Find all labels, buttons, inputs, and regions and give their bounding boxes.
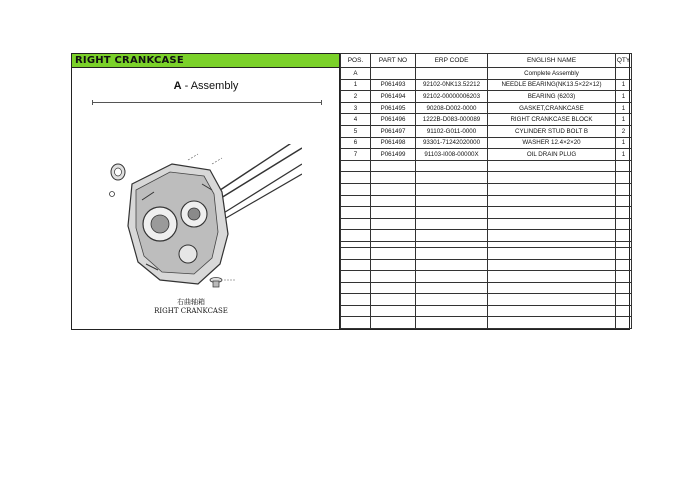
cell-english-name: GASKET,CRANKCASE bbox=[488, 102, 616, 114]
cell-erp-code bbox=[416, 68, 488, 80]
assembly-letter: A bbox=[173, 80, 182, 92]
cell-pos: 3 bbox=[341, 102, 371, 114]
cell-pos: 5 bbox=[341, 125, 371, 137]
assembly-label: - Assembly bbox=[184, 80, 239, 92]
header-english-name: ENGLISH NAME bbox=[488, 54, 616, 68]
crankcase-drawing bbox=[102, 144, 302, 294]
empty-row bbox=[341, 317, 632, 329]
parts-table bbox=[340, 53, 632, 329]
empty-row bbox=[341, 247, 632, 259]
cell-pos: 1 bbox=[341, 79, 371, 91]
cell-pos: 4 bbox=[341, 114, 371, 126]
table-row bbox=[341, 102, 632, 114]
empty-row bbox=[341, 207, 632, 219]
drawing-caption bbox=[72, 298, 310, 316]
cell-english-name: CYLINDER STUD BOLT B bbox=[488, 125, 616, 137]
empty-row bbox=[341, 305, 632, 317]
cell-part-no: P061497 bbox=[371, 125, 416, 137]
cell-part-no: P061496 bbox=[371, 114, 416, 126]
empty-row bbox=[341, 259, 632, 271]
sheet-title: RIGHT CRANKCASE bbox=[72, 54, 340, 68]
cell-part-no: P061494 bbox=[371, 91, 416, 103]
empty-row bbox=[341, 271, 632, 283]
cell-english-name: NEEDLE BEARING(NK13.5×22×12) bbox=[488, 79, 616, 91]
cell-pos: 6 bbox=[341, 137, 371, 149]
cell-pos: A bbox=[341, 68, 371, 80]
table-row bbox=[341, 68, 632, 80]
cell-qty: 1 bbox=[616, 137, 632, 149]
cell-erp-code: 93301-71242020000 bbox=[416, 137, 488, 149]
cell-erp-code: 91103-I008-00000X bbox=[416, 149, 488, 161]
assembly-panel bbox=[72, 68, 340, 330]
caption-english: RIGHT CRANKCASE bbox=[154, 307, 228, 315]
header-part-no: PART NO bbox=[371, 54, 416, 68]
table-row bbox=[341, 114, 632, 126]
empty-row bbox=[341, 218, 632, 230]
dimension-rule bbox=[92, 102, 322, 103]
cell-erp-code: 1222B-D083-000089 bbox=[416, 114, 488, 126]
empty-row bbox=[341, 294, 632, 306]
cell-qty: 1 bbox=[616, 102, 632, 114]
empty-row bbox=[341, 195, 632, 207]
cell-english-name: Complete Assembly bbox=[488, 68, 616, 80]
table-row bbox=[341, 79, 632, 91]
cell-qty: 2 bbox=[616, 125, 632, 137]
empty-row bbox=[341, 230, 632, 242]
cell-part-no bbox=[371, 68, 416, 80]
cell-erp-code: 92102-00000006203 bbox=[416, 91, 488, 103]
cell-pos: 7 bbox=[341, 149, 371, 161]
table-row bbox=[341, 149, 632, 161]
cell-qty: 1 bbox=[616, 91, 632, 103]
cell-qty: 1 bbox=[616, 114, 632, 126]
parts-sheet bbox=[71, 53, 630, 330]
cell-part-no: P061493 bbox=[371, 79, 416, 91]
cell-part-no: P061495 bbox=[371, 102, 416, 114]
cell-erp-code: 92102-0NK13.52212 bbox=[416, 79, 488, 91]
cell-english-name: WASHER 12.4×2×20 bbox=[488, 137, 616, 149]
cell-erp-code: 90208-D002-0000 bbox=[416, 102, 488, 114]
cell-qty: 1 bbox=[616, 79, 632, 91]
empty-row bbox=[341, 172, 632, 184]
empty-row bbox=[341, 282, 632, 294]
table-row bbox=[341, 91, 632, 103]
header-pos: POS. bbox=[341, 54, 371, 68]
empty-row bbox=[341, 160, 632, 172]
cell-qty bbox=[616, 68, 632, 80]
table-row bbox=[341, 125, 632, 137]
header-erp-code: ERP CODE bbox=[416, 54, 488, 68]
cell-english-name: BEARING (6203) bbox=[488, 91, 616, 103]
table-header bbox=[341, 54, 632, 68]
table-row bbox=[341, 137, 632, 149]
cell-erp-code: 91102-G011-0000 bbox=[416, 125, 488, 137]
cell-english-name: OIL DRAIN PLUG bbox=[488, 149, 616, 161]
header-qty: QTY bbox=[616, 54, 632, 68]
cell-qty: 1 bbox=[616, 149, 632, 161]
cell-english-name: RIGHT CRANKCASE BLOCK bbox=[488, 114, 616, 126]
cell-part-no: P061498 bbox=[371, 137, 416, 149]
empty-row bbox=[341, 183, 632, 195]
cell-pos: 2 bbox=[341, 91, 371, 103]
assembly-heading bbox=[72, 80, 340, 92]
caption-chinese: 右曲轴箱 bbox=[177, 298, 205, 306]
cell-part-no: P061499 bbox=[371, 149, 416, 161]
